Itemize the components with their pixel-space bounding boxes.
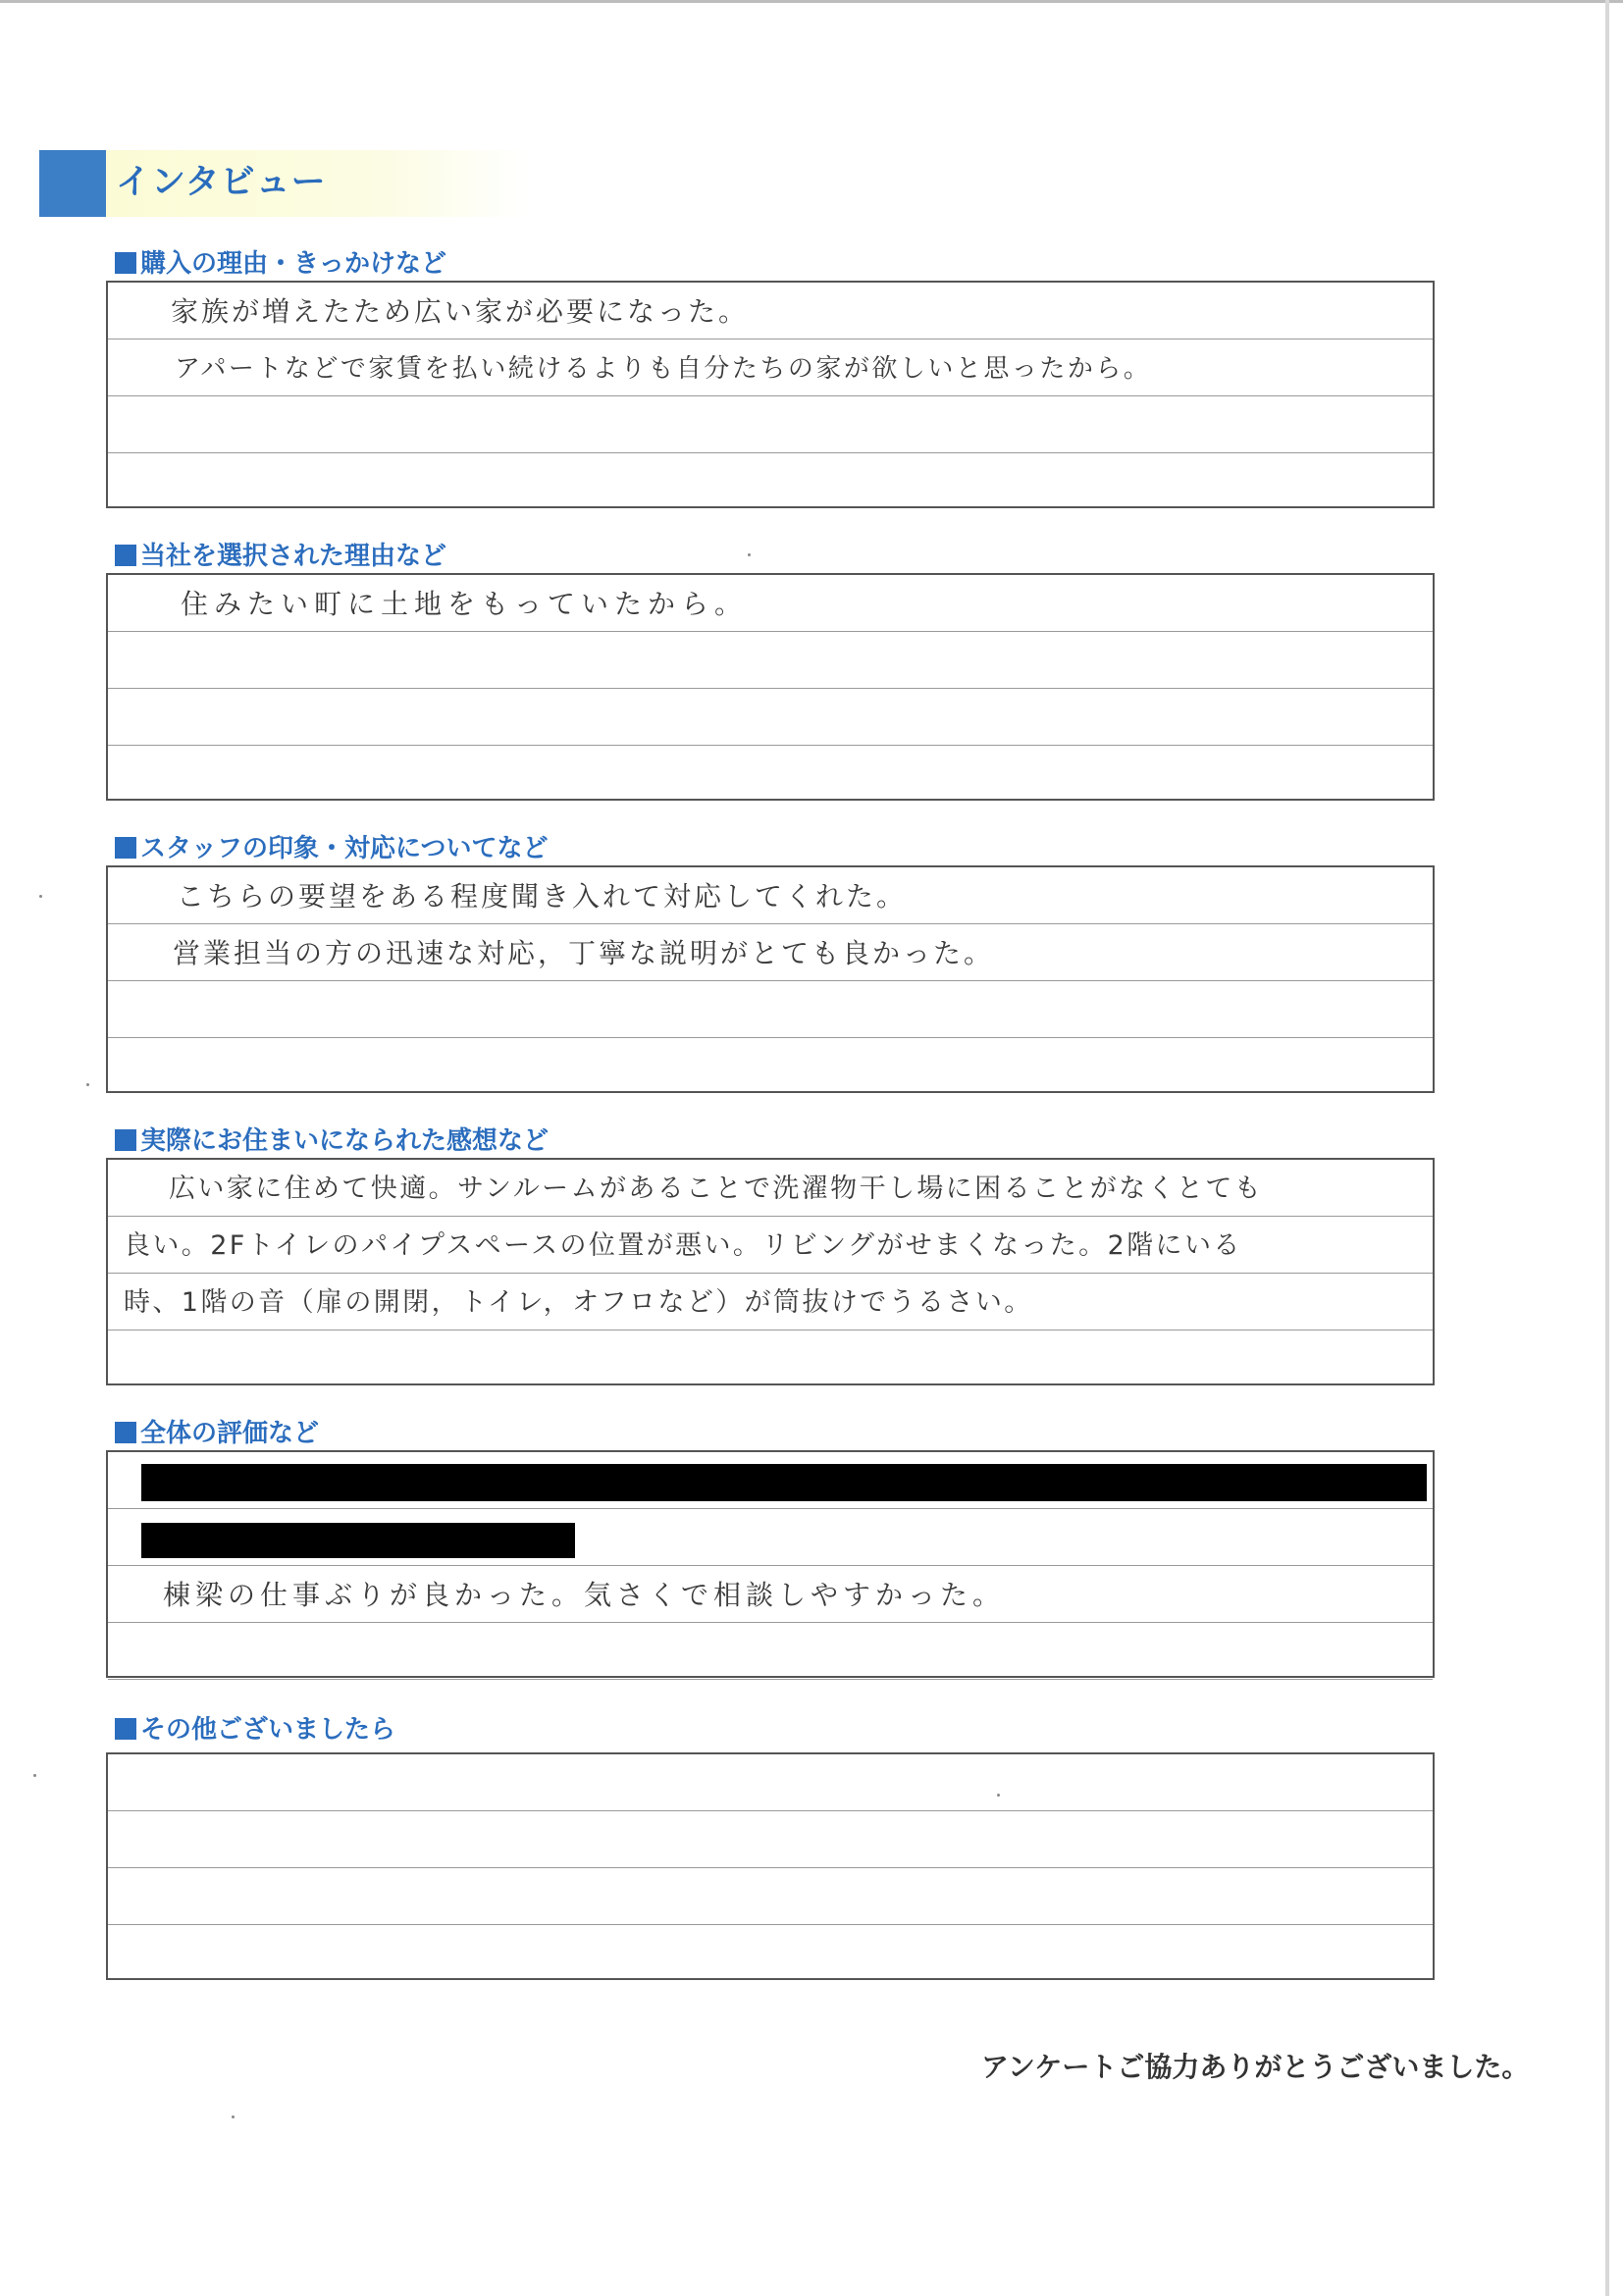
- section-label-company-choice: 当社を選択された理由など: [115, 540, 446, 573]
- scan-speck: [232, 2115, 235, 2118]
- answer-line: [108, 924, 1433, 981]
- answer-box-purchase-reason: [106, 281, 1435, 508]
- answer-box-company-choice: [106, 573, 1435, 801]
- scan-speck: [33, 1774, 36, 1777]
- answer-line: [108, 1331, 1433, 1387]
- answer-line: [108, 1754, 1433, 1811]
- handwritten-answer: 時、1階の音（扉の開閉，トイレ，オフロなど）が筒抜けでうるさい。: [124, 1287, 1033, 1318]
- scan-right-edge: [1605, 0, 1609, 2296]
- answer-line: [108, 1038, 1433, 1095]
- answer-line: [108, 575, 1433, 632]
- answer-box-overall-evaluation: [106, 1450, 1435, 1678]
- answer-line: [108, 632, 1433, 689]
- answer-line: [108, 283, 1433, 339]
- section-label-other-comments: その他ございましたら: [115, 1713, 395, 1747]
- handwritten-answer: 営業担当の方の迅速な対応，丁寧な説明がとても良かった。: [173, 937, 995, 969]
- answer-line: [108, 689, 1433, 746]
- section-label-living-impression: 実際にお住まいになられた感想など: [115, 1124, 549, 1158]
- answer-line: [108, 1566, 1433, 1623]
- square-bullet-icon: [115, 1718, 136, 1740]
- scan-speck: [39, 895, 42, 898]
- square-bullet-icon: [115, 545, 136, 566]
- scan-speck: [997, 1794, 1000, 1797]
- redaction-bar: [141, 1464, 1427, 1501]
- scan-top-edge: [0, 0, 1623, 3]
- answer-line: [108, 867, 1433, 924]
- square-bullet-icon: [115, 252, 136, 274]
- square-bullet-icon: [115, 1422, 136, 1443]
- footer-thanks: アンケートご協力ありがとうございました。: [981, 2051, 1530, 2083]
- scan-speck: [748, 553, 751, 556]
- answer-box-other-comments: [106, 1752, 1435, 1980]
- header-square-icon: [39, 150, 106, 217]
- handwritten-answer: 良い。2Fトイレのパイプスペースの位置が悪い。リビングがせまくなった。2階にいる: [124, 1230, 1242, 1261]
- answer-box-living-impression: [106, 1158, 1435, 1385]
- section-label-purchase-reason: 購入の理由・きっかけなど: [115, 247, 446, 281]
- answer-line: [108, 746, 1433, 803]
- answer-line: [108, 1811, 1433, 1868]
- handwritten-answer: 家族が増えたため広い家が必要になった。: [171, 295, 750, 328]
- handwritten-answer: こちらの要望をある程度聞き入れて対応してくれた。: [177, 880, 908, 913]
- square-bullet-icon: [115, 837, 136, 859]
- answer-line: [108, 339, 1433, 396]
- section-label-overall-evaluation: 全体の評価など: [115, 1417, 319, 1450]
- answer-line: [108, 1274, 1433, 1331]
- answer-line: [108, 1623, 1433, 1680]
- page-title: インタビュー: [116, 163, 327, 202]
- answer-line: [108, 396, 1433, 453]
- answer-line: [108, 1868, 1433, 1925]
- answer-line: [108, 453, 1433, 510]
- scan-speck: [86, 1083, 89, 1086]
- handwritten-answer: アパートなどで家賃を払い続けるよりも自分たちの家が欲しいと思ったから。: [175, 354, 1152, 384]
- handwritten-answer: 住みたい町に土地をもっていたから。: [181, 588, 749, 620]
- answer-line: [108, 1160, 1433, 1217]
- redaction-bar: [141, 1523, 575, 1558]
- answer-line: [108, 981, 1433, 1038]
- answer-line: [108, 1217, 1433, 1274]
- answer-line: [108, 1925, 1433, 1982]
- answer-box-staff-impression: [106, 865, 1435, 1093]
- section-label-staff-impression: スタッフの印象・対応についてなど: [115, 832, 548, 865]
- square-bullet-icon: [115, 1129, 136, 1151]
- handwritten-answer: 棟梁の仕事ぶりが良かった。気さくで相談しやすかった。: [163, 1579, 1006, 1611]
- handwritten-answer: 広い家に住めて快適。サンルームがあることで洗濯物干し場に困ることがなくとても: [169, 1174, 1264, 1204]
